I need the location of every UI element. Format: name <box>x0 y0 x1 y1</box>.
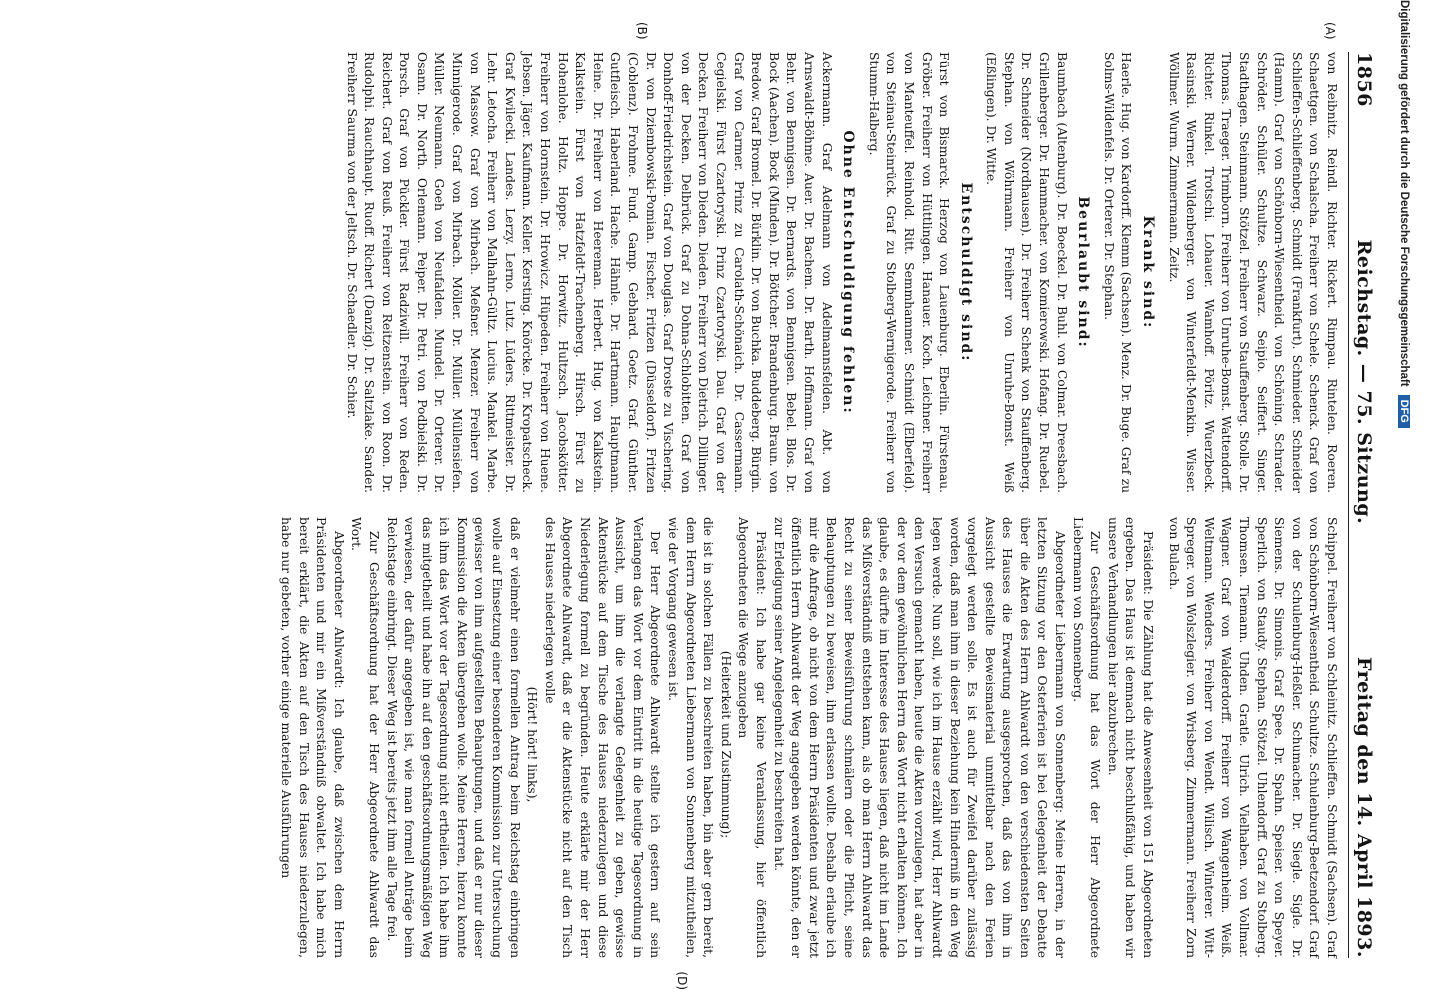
president-report-cont: daß er vielmehr einen formellen Antrag beim Reichstag einbringen wolle auf Einsetzung einer besonderen Kommission zur Untersuchung gewisser von ihm aufgestellten Behauptungen, und daß er nur dieser Kommission die Akten übergeben wolle. Meine Herren, hierzu konnte ich ihm das Wort vor der Tagesordnung nicht ertheilen. Ich habe ihm das mitgetheilt und habe ihn auf den geschäftsordnungsmäßigen Weg verwiesen, der dafür angegeben ist, wie man formell Anträge beim Reichstage einbringt. Dieser Weg ist bereits jetzt ihm alle Tage frei. <box>384 517 522 958</box>
interjection-2: (Hört! hört! links), <box>525 686 540 803</box>
credit-text: Digitalisierung gefördert durch die Deutsche Forschungsgemeinschaft <box>1398 0 1410 387</box>
newspaper-page <box>5 0 1405 1000</box>
section-heading-unexcused: Ohne Entschuldigung fehlen: <box>840 130 857 415</box>
president-reply-cont: die ist in solchen Fällen zu beschreiten haben, bin aber gern bereit, dem Herrn Abgeordneten Liebermann von Sonnenberg mitzutheilen, wie der Vorgang gewesen ist. <box>666 517 716 958</box>
president-reply: Präsident: Ich habe gar keine Veranlassung, hier öffentlich Abgeordneten die Wege anzugeben <box>736 517 768 958</box>
leave-list: Baumbach (Altenburg). Dr. Boeckel. Dr. Buhl. von Colmar. Dreesbach. Grillenberger. Dr. Hammacher. von Komierowski. Hofang. Dr. Ruebel. Dr. Schneider (Nordhausen). Dr. Freiherr Schenk von Stauffenberg. Stephan. von Wöhrmann. Freiherr von Unruhe-Bomst. Weiß (Eßlingen). Dr. Witte. <box>984 52 1069 493</box>
excused-list: Fürst von Bismarck. Herzog von Lauenburg. Eberlin. Fürstenau. Gröber. Freiherr von Hüttlingen. Hanauer. Koch. Leichner. Freiherr von Manteuffel. Reinhold. Ritt. Semmhammer. Schmidt (Elberfeld). von Steinau-Steinrück. Graf zu Stolberg-Wernigerode. Freiherr von Stumm-Halberg. <box>866 52 952 493</box>
attendance-list: von Reibnitz. Reindl. Richter. Rickert. Rimpau. Rintelen. Roeren. Schaettgen. von Schalscha. Freiherr von Schele. Schenck. Graf von Schlieffen-Schlieffenberg. Schmidt (Frankfurt). Schmieder. Schneider (Hamm). Graf von Schönborn-Wiesentheid. von Schöning. Schrader. Schröder. Schüler. Schultze. Schwarz. Seipio. Seiffert. Singer. Stadthagen. Steinmann. Stötzel. Freiherr von Stauffenberg. Stolle. Dr. Thomas. Traeger. Trimborn. Freiherr von Unruhe-Bomst. Wattendorff. Richter. Rinkel. Trotschi. Lohauer. Wamhoff. Pöritz. Wuerzbeck. Rasinski. Werner. Wildenberger. von Winterfeldt-Menkin. Wisser. Wöllmer. Wurm. Zimmermann. Zeitz. <box>1166 52 1339 493</box>
column-left <box>276 22 1340 493</box>
speech-liebermann: Abgeordneter Liebermann von Sonnenberg: Meine Herren, in der letzten Sitzung vor den Osterferien ist bei Gelegenheit der Debatte über die Akten des Herrn Ahlwardt von den verschiedensten Seiten des Hauses die Erwartung ausgesprochen, daß das von ihm in Aussicht gestellte Beweismaterial unmittelbar nach den Ferien vorgelegt werden solle. Es ist auch für Zweifel darüber zulässig worden, daß man ihm in dieser Beziehung kein Hinderniß in den Weg legen werde. Nun soll, wie ich im Hause erzählt wird, Herr Ahlwardt den Versuch gemacht haben, heute die Akten vorzulegen, hat aber in der vor dem gewöhnlichen Herrn das Wort nicht erhalten können. Ich glaube, es dürfte im Interesse des Hauses liegen, daß nicht im Lande das Mißverständniß entstehen kann, als ob man Herrn Ahlwardt das Recht zu seiner Beweisführung schmälern oder die Pflicht, seine Behauptungen zu beweisen, ihm erlassen wollte. Deshalb erlaube ich mir die Anfrage, ob nicht von dem Herrn Präsidenten und zwar jetzt öffentlich Herrn Ahlwardt der Weg angegeben werden könnte, den er zur Erledigung seiner Angelegenheit zu beschreiten hat. <box>771 517 1068 958</box>
section-heading-sick: Krank sind: <box>1140 215 1157 330</box>
digitization-credit <box>1395 0 1413 1000</box>
page-number: 1856 <box>1353 52 1375 107</box>
section-heading-excused: Entschuldigt sind: <box>957 182 974 363</box>
column-right <box>276 517 1340 990</box>
sick-list: Haerle. Hug. von Kardorff. Klemm (Sachsen). Menz. Dr. Buge. Graf zu Solms-Wildenfels. Dr. Orterer. Dr. Stephan. <box>1101 52 1134 493</box>
interjection-1: (Heiterkeit und Zustimmung); <box>718 650 733 839</box>
margin-marker-b: (B) <box>635 22 649 40</box>
procedure-note: Zur Geschäftsordnung hat das Wort der Herr Abgeordnete Liebermann von Sonnenberg. <box>1070 517 1103 958</box>
margin-marker-d: (D) <box>675 971 689 990</box>
margin-marker-a: (A) <box>1323 22 1337 40</box>
running-title: Reichstag. — 75. Sitzung. <box>1353 239 1375 525</box>
dfg-logo: DFG <box>1398 395 1410 428</box>
attendance-list-continued: Schippel. Freiherr von Schleinitz. Schlieffen. Schmidt (Sachsen). Graf von Schönborn-Wiesentheid. Schultze. Schulenburg-Beetzendorf. Graf von der Schulenburg-Heßler. Schumacher. Dr. Siegle. Sigle. Dr. Siemens. Dr. Simonis. Graf Spee. Dr. Spahn. Speiser. von Speyer. Sperlich. von Staudy. Stephan. Stötzel. Uhlendorff. Graf zu Stolberg. Thomsen. Tiemann. Uhden. Gratle. Ulrich. Vielhaben. von Vollmar. Wagner. Graf von Walderdorff. Freiherr von Wangenheim. Weiß. Weltmann. Wenders. Freiherr von Wendt. Wilisch. Winterer. Witt-Spreger. von Wolszlegier. von Wrisberg. Zimmermann. Freiherr Zorn von Bulach. <box>1166 517 1339 958</box>
page-date: Freitag den 14. April 1893. <box>1353 656 1375 958</box>
president-report: Der Herr Abgeordnete Ahlwardt stellte ich gestern auf sein Verlangen das Wort vor dem Eintritt in die heutige Tagesordnung in Aussicht, um ihm die verlangte Gelegenheit zu geben, gewisse Aktenstücke auf dem Tische des Hauses niederzulegen und diese Niederlegung formell zu begründen. Heute erklärte mir der Herr Abgeordnete Ahlwardt, daß er die Aktenstücke nicht auf den Tisch des Hauses niederlegen wolle <box>542 517 663 958</box>
president-statement: Präsident: Die Zählung hat die Anwesenheit von 151 Abgeordneten ergeben. Das Haus ist demnach nicht beschlußfähig, und haben wir unsere Verhandlungen hier abzubrechen. <box>1105 517 1156 958</box>
section-heading-leave: Beurlaubt sind: <box>1075 196 1092 349</box>
page-header <box>1348 52 1375 958</box>
procedure-note-2: Zur Geschäftsordnung hat der Herr Abgeordnete Ahlwardt das Wort. <box>349 517 381 958</box>
unexcused-list: Ackermann. Graf Adelmann von Adelmannsfelden. Abt. von Arnswaldt-Böhme. Auer. Dr. Bachem. Dr. Barth. Hoffmann. Graf von Behr. von Bennigsen. Dr. Bernards. von Bennigsen. Bebel. Blos. Dr. Bock (Aachen). Bock (Minden). Dr. Böttcher. Brandenburg. Braun. von Bredow. Graf Bromel. Dr. Bürklin. Dr. von Buchka. Buddeberg. Bürgin. Graf von Carmer. Prinz zu Carolath-Schönaich. Dr. Cassermann. Cegielski. Fürst Czartoryski. Prinz Czartoryski. Dau. Graf von der Decken. Freiherr von Dieden. Dieden. Freiherr von Dietrich. Dillinger. von der Decken. Delbrück. Graf zu Dohna-Schlobitten. Graf von Donhoff-Friedrichstein. Graf von Douglas. Graf Droste zu Vischering. Dr. von Dziembowski-Pomian. Fischer. Fritzen (Düsseldorf). Fritzen (Coblenz). Frohme. Fund. Gamp. Gebhard. Goetz. Graf. Günther. Gutfleisch. Haberland. Hache. Hähnle. Dr. Hartmann. Hauptmann. Heine. Dr. Freiherr von Heereman. Herbert. Hug. von Kalkstein. Kalkstein. Fürst von Hatzfeldt-Trachenberg. Hirsch. Fürst zu Hohenlohe. Holtz. Hoppe. Dr. Horwitz. Hultzsch. Jacobskötter. Freiherr von Hornstein. Dr. Hrowicz. Hüpeden. Freiherr von Huene. Jebsen. Jäger. Kaufmann. Keller. Kersting. Knörcke. Dr. Kropatscheck. Graf Kwilecki. Landes. Lerzy. Lerno. Lutz. Lüders. Rittmeister. Dr. Lehr. Letocha. Freiherr von Malhahn-Gültz. Lucius. Mankel. Marbe. von Massow. Graf von Mirbach. Meßner. Menzer. Freiherr von Minnigerode. Graf von Mirbach. Möller. Dr. Müller. Müllensiefen. Müller. Neumann. Goeh von Neufalden. Mundel. Dr. Orterer. Dr. Osann. Dr. North. Orlemann. Peiper. Dr. Petri. von Podbielski. Dr. Porsch. Graf von Pückler. Fürst Radziwill. Freiherr von Reden. Reichert. Graf von Reuß. Freiherr von Reitzenstein. von Roon. Dr. Rudolphi. Rauchhaupt. Ruoff. Richert (Danzig). Dr. Saltzlake. Sander. Freiherr Saurma von der Jeltsch. Dr. Schaedler. Dr. Schier. <box>344 52 834 493</box>
speech-ahlwardt: Abgeordneter Ahlwardt: Ich glaube, daß zwischen dem Herrn Präsidenten und mir ein Mißverständniß obwaltet. Ich habe mich bereit erklärt, die Akten auf den Tisch des Hauses niederzulegen, habe nur gebeten, vorher einige materielle Ausführungen <box>278 517 346 958</box>
